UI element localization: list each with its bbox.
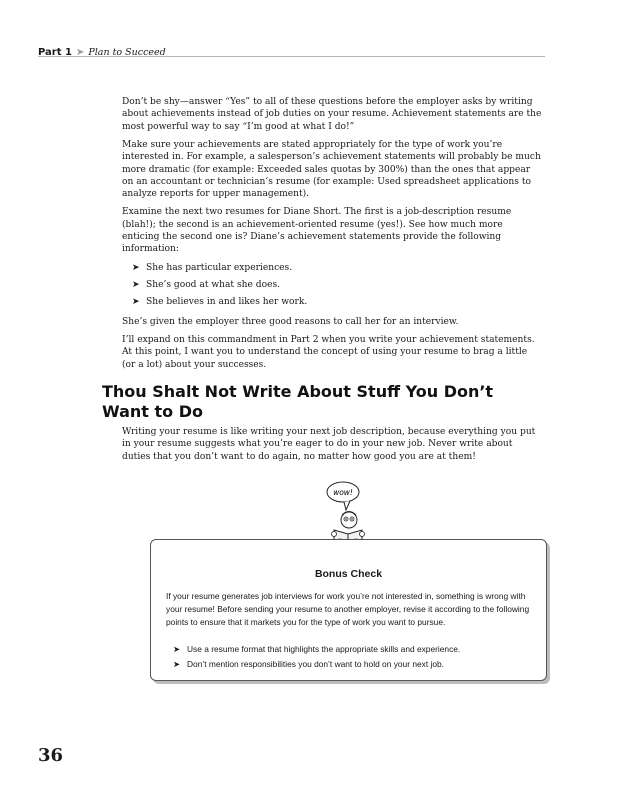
arrow-bullet-icon: ➤ bbox=[132, 279, 140, 290]
section-body bbox=[122, 426, 542, 463]
paragraph: Writing your resume is like writing your next job description, because everything you put in your resume suggests what you’re eager to do in your new job. Never write about duties that you don’t want to do again, no matter how good you are at them! bbox=[122, 427, 536, 462]
list-item-text: Don’t mention responsibilities you don’t want to hold on your next job. bbox=[187, 659, 444, 669]
bonus-check-box bbox=[150, 539, 547, 681]
list-item-text: She has particular experiences. bbox=[146, 262, 293, 273]
header-divider bbox=[38, 56, 545, 57]
section-title: Plan to Succeed bbox=[88, 47, 166, 58]
arrow-bullet-icon: ➤ bbox=[173, 659, 181, 669]
paragraph: Make sure your achievements are stated appropriately for the type of work you’re interested in. For example, a salesperson’s achievement statements will probably be much more dramatic (for example: Exceeded sales quotas by 300%) than the ones that appear on an accountant or technician’s resume (for example: Used spreadsheet applications to analyze reports for upper management). bbox=[122, 139, 541, 200]
paragraph: Don’t be shy—answer “Yes” to all of these questions before the employer asks by writing about achievements instead of job duties on your resume. Achievement statements are the most powerful way to say “I’m good at what I do!” bbox=[122, 97, 542, 132]
bonus-title: Bonus Check bbox=[314, 568, 383, 580]
list-item bbox=[132, 262, 542, 274]
speech-text: wow! bbox=[333, 488, 353, 497]
list-item bbox=[132, 279, 542, 291]
section-heading: Thou Shalt Not Write About Stuff You Don’t Want to Do bbox=[102, 382, 494, 421]
head bbox=[341, 512, 357, 528]
bonus-list bbox=[173, 643, 533, 673]
list-item bbox=[132, 296, 542, 308]
body-text bbox=[122, 96, 542, 377]
list-item bbox=[173, 643, 533, 656]
arrow-bullet-icon: ➤ bbox=[132, 296, 140, 307]
list-item bbox=[173, 658, 533, 671]
speech-bubble-tail bbox=[344, 501, 350, 510]
arrow-bullet-icon: ➤ bbox=[173, 644, 181, 654]
arrow-icon: ➤ bbox=[75, 47, 85, 58]
bonus-text: If your resume generates job interviews for work you’re not interested in, something is wrong with your resume! Before sending your resume to another employer, revise it according to the following points to ensure that it markets you for the type of work you want to pursue. bbox=[166, 591, 530, 628]
page-number: 36 bbox=[38, 745, 64, 766]
list-item-text: Use a resume format that highlights the appropriate skills and experience. bbox=[187, 644, 461, 654]
list-item-text: She believes in and likes her work. bbox=[146, 296, 308, 307]
paragraph: Examine the next two resumes for Diane Short. The first is a job-description resume (blah!); the second is an achievement-oriented resume (yes!). See how much more enticing the second one is? Diane’s achievement statements provide the following information: bbox=[122, 207, 512, 255]
paragraph: She’s given the employer three good reasons to call her for an interview. bbox=[122, 317, 459, 328]
paragraph: I’ll expand on this commandment in Part 2 when you write your achievement statements. At this point, I want you to understand the concept of using your resume to brag a little (or a lot) about your successes. bbox=[122, 335, 535, 370]
arrow-bullet-icon: ➤ bbox=[132, 262, 140, 273]
bullet-list bbox=[132, 262, 542, 308]
list-item-text: She’s good at what she does. bbox=[146, 279, 281, 290]
part-label: Part 1 bbox=[38, 47, 72, 58]
